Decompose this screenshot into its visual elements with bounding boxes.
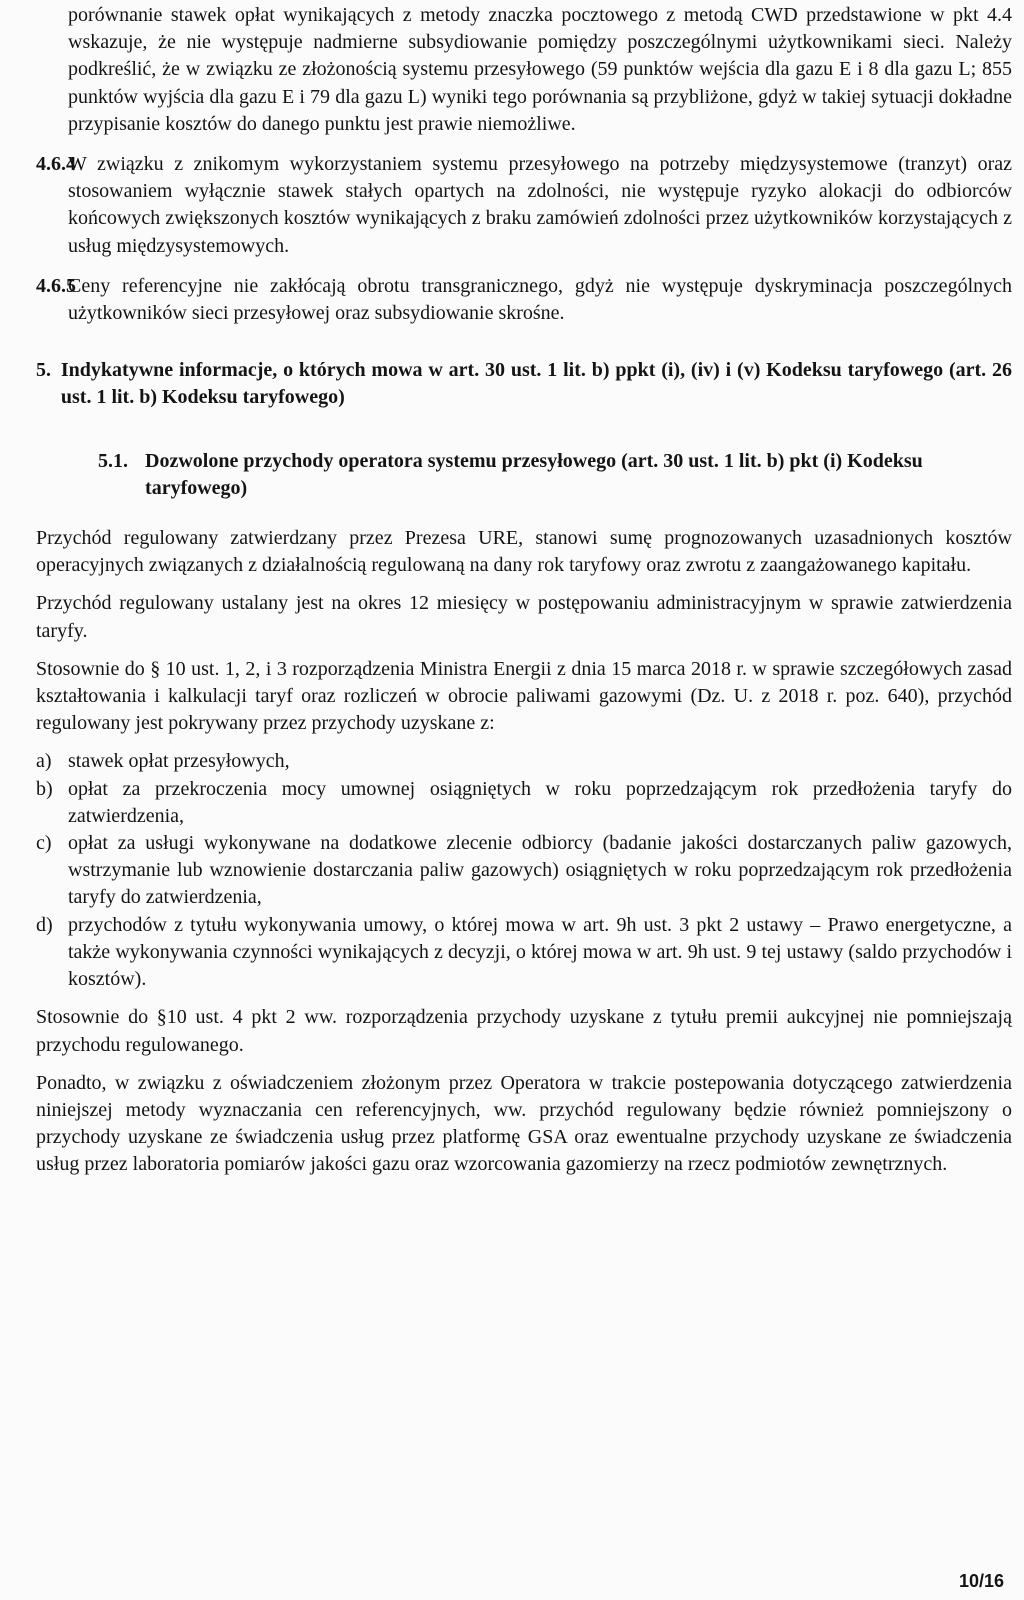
section-number: 5.1. (98, 449, 128, 472)
section-5-1-heading (98, 448, 1012, 502)
list-text: opłat za usługi wykonywane na dodatkowe zlecenie odbiorcy (badanie jakości dostarczanych paliw gazowych, wstrzymanie lub wznowienie dostarczania paliw gazowych) osiągniętych w roku poprzedzającym rok przedłożenia taryfy do zatwierdzenia, (68, 832, 1012, 909)
section-number: 5. (36, 359, 51, 382)
paragraph-2: Przychód regulowany ustalany jest na okres 12 miesięcy w postępowaniu administracyjnym w sprawie zatwierdzenia taryfy. (36, 592, 1012, 642)
list-text: stawek opłat przesyłowych, (68, 750, 290, 773)
list-item (36, 830, 1012, 912)
list-item (36, 776, 1012, 830)
list-text: opłat za przekroczenia mocy umownej osiągniętych w roku poprzedzającym rok przedłożenia taryfy do zatwierdzenia, (68, 777, 1012, 827)
point-text: Ceny referencyjne nie zakłócają obrotu transgranicznego, gdyż nie występuje dyskryminacja poszczególnych użytkowników sieci przesyłowej oraz subsydiowanie skrośne. (68, 274, 1012, 325)
section-title: Indykatywne informacje, o których mowa w art. 30 ust. 1 lit. b) ppkt (i), (iv) i (v) Kodeksu taryfowego (art. 26 ust. 1 lit. b) Kodeksu taryfowego) (60, 359, 1012, 409)
list-marker: b) (36, 777, 53, 800)
paragraph-4: Stosownie do §10 ust. 4 pkt 2 ww. rozporządzenia przychody uzyskane z tytułu premii aukcyjnej nie pomniejszają przychodu regulowanego. (36, 1006, 1012, 1056)
list-marker: a) (36, 750, 52, 773)
list-item (36, 912, 1012, 994)
document-page (36, 2, 1012, 1179)
point-4-6-5 (36, 273, 1012, 327)
point-4-6-4 (36, 151, 1012, 260)
list-item (36, 748, 1012, 775)
revenue-source-list (36, 748, 1012, 993)
section-title: Dozwolone przychody operatora systemu przesyłowego (art. 30 ust. 1 lit. b) pkt (i) Kodeksu taryfowego) (145, 449, 923, 499)
paragraph-3: Stosownie do § 10 ust. 1, 2, i 3 rozporządzenia Ministra Energii z dnia 15 marca 2018 r. w sprawie szczegółowych zasad kształtowania i kalkulacji taryf oraz rozliczeń w obrocie paliwami gazowymi (Dz. U. z 2018 r. poz. 640), przychód regulowany jest pokrywany przez przychody uzyskane z: (36, 657, 1012, 735)
page-number: 10/16 (958, 1571, 1004, 1591)
intro-paragraph: porównanie stawek opłat wynikających z metody znaczka pocztowego z metodą CWD przedstawione w pkt 4.4 wskazuje, że nie występuje nadmierne subsydiowanie pomiędzy poszczególnymi użytkownikami sieci. Należy podkreślić, że w związku ze złożonością systemu przesyłowego (59 punktów wejścia dla gazu E i 8 dla gazu L; 855 punktów wyjścia dla gazu E i 79 dla gazu L) wyniki tego porównania są przybliżone, gdyż w takiej sytuacji dokładne przypisanie kosztów do danego punktu jest prawie niemożliwe. (68, 4, 1012, 135)
paragraph-1: Przychód regulowany zatwierdzany przez Prezesa URE, stanowi sumę prognozowanych uzasadnionych kosztów operacyjnych związanych z działalnością regulowaną na dany rok taryfowy oraz zwrotu z zaangażowanego kapitału. (36, 527, 1012, 577)
point-number: 4.6.4 (36, 153, 76, 176)
list-text: przychodów z tytułu wykonywania umowy, o której mowa w art. 9h ust. 3 pkt 2 ustawy – Prawo energetyczne, a także wykonywania czynności wynikających z decyzji, o której mowa w art. 9h ust. 9 tej ustawy (saldo przychodów i kosztów). (68, 913, 1012, 991)
point-number: 4.6.5 (36, 274, 76, 297)
point-text: W związku z znikomym wykorzystaniem systemu przesyłowego na potrzeby międzysystemowe (tranzyt) oraz stosowaniem wyłącznie stawek stałych opartych na zdolności, nie występuje ryzyko alokacji do odbiorców końcowych zwiększonych kosztów wynikających z braku zamówień zdolności przez użytkowników korzystających z usług międzysystemowych. (68, 153, 1012, 257)
paragraph-5: Ponadto, w związku z oświadczeniem złożonym przez Operatora w trakcie postepowania dotyczącego zatwierdzenia niniejszej metody wyznaczania cen referencyjnych, ww. przychód regulowany będzie również pomniejszony o przychody uzyskane ze świadczenia usług przez platformę GSA oraz ewentualne przychody uzyskane ze świadczenia usług przez laboratoria pomiarów jakości gazu oraz wzorcowania gazomierzy na rzecz podmiotów zewnętrznych. (36, 1071, 1012, 1176)
section-5-heading (36, 357, 1012, 411)
list-marker: d) (36, 913, 53, 936)
list-marker: c) (36, 832, 52, 855)
